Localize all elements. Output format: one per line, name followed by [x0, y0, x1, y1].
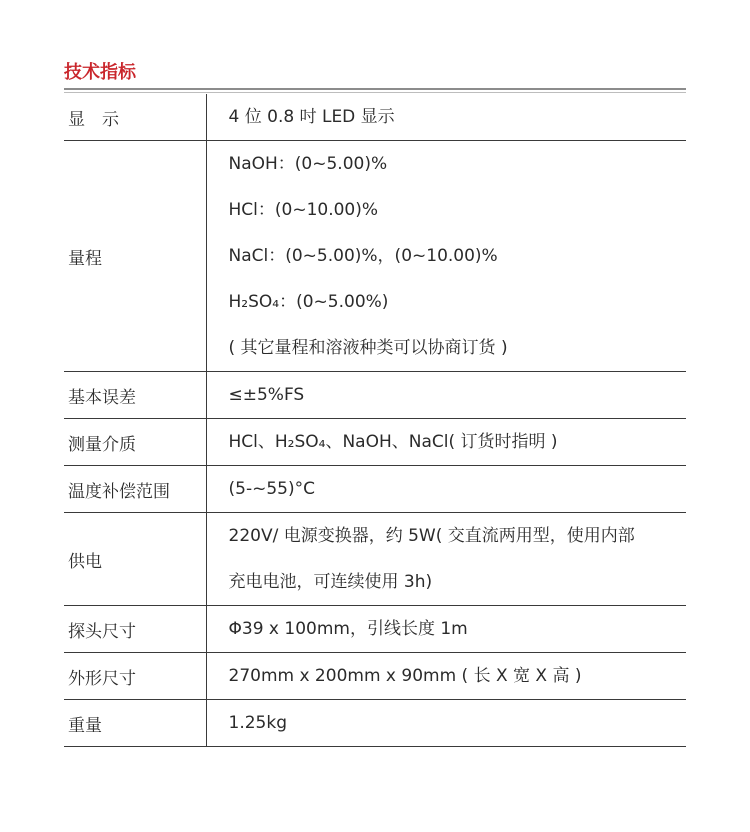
section-title: 技术指标: [64, 62, 136, 83]
table-row: [64, 700, 686, 747]
row-label-dimensions: 外形尺寸: [64, 653, 206, 700]
table-row: [64, 653, 686, 700]
value-line: ( 其它量程和溶液种类可以协商订货 ): [228, 338, 508, 358]
value-line: 4 位 0.8 吋 LED 显示: [228, 107, 395, 127]
table-row: [64, 513, 686, 606]
value-line: 1.25kg: [228, 713, 287, 733]
table-row: [64, 466, 686, 513]
row-value-dimensions: [206, 653, 686, 700]
value-line: (5-~55)°C: [228, 479, 315, 499]
row-value-probe-size: [206, 606, 686, 653]
row-value-power: [206, 513, 686, 606]
row-value-range: [206, 141, 686, 372]
value-line: HCl：(0~10.00)%: [228, 200, 379, 220]
value-line: 270mm x 200mm x 90mm ( 长 X 宽 X 高 ): [228, 666, 582, 686]
value-line: NaOH：(0~5.00)%: [228, 154, 388, 174]
table-row: [64, 94, 686, 141]
row-label-display: 显 示: [64, 94, 206, 141]
table-row: [64, 372, 686, 419]
row-value-display: [206, 94, 686, 141]
row-label-basic-error: 基本误差: [64, 372, 206, 419]
value-line: 220V/ 电源变换器，约 5W( 交直流两用型，使用内部: [228, 526, 635, 546]
value-line: 充电电池，可连续使用 3h): [228, 572, 433, 592]
row-label-probe-size: 探头尺寸: [64, 606, 206, 653]
row-value-medium: [206, 419, 686, 466]
row-label-range: 量程: [64, 141, 206, 372]
value-line: HCl、H₂SO₄、NaOH、NaCl( 订货时指明 ): [228, 432, 558, 452]
table-row: [64, 419, 686, 466]
spec-table: [64, 94, 686, 747]
row-label-temp-comp: 温度补偿范围: [64, 466, 206, 513]
value-line: Φ39 x 100mm，引线长度 1m: [228, 619, 468, 639]
row-value-temp-comp: [206, 466, 686, 513]
row-label-medium: 测量介质: [64, 419, 206, 466]
row-label-weight: 重量: [64, 700, 206, 747]
value-line: ≤±5%FS: [228, 385, 305, 405]
value-line: NaCl：(0~5.00)%，(0~10.00)%: [228, 246, 498, 266]
row-value-weight: [206, 700, 686, 747]
row-value-basic-error: [206, 372, 686, 419]
title-rule: [64, 88, 686, 93]
table-row: [64, 606, 686, 653]
value-line: H₂SO₄：(0~5.00%): [228, 292, 389, 312]
table-row: [64, 141, 686, 372]
row-label-power: 供电: [64, 513, 206, 606]
